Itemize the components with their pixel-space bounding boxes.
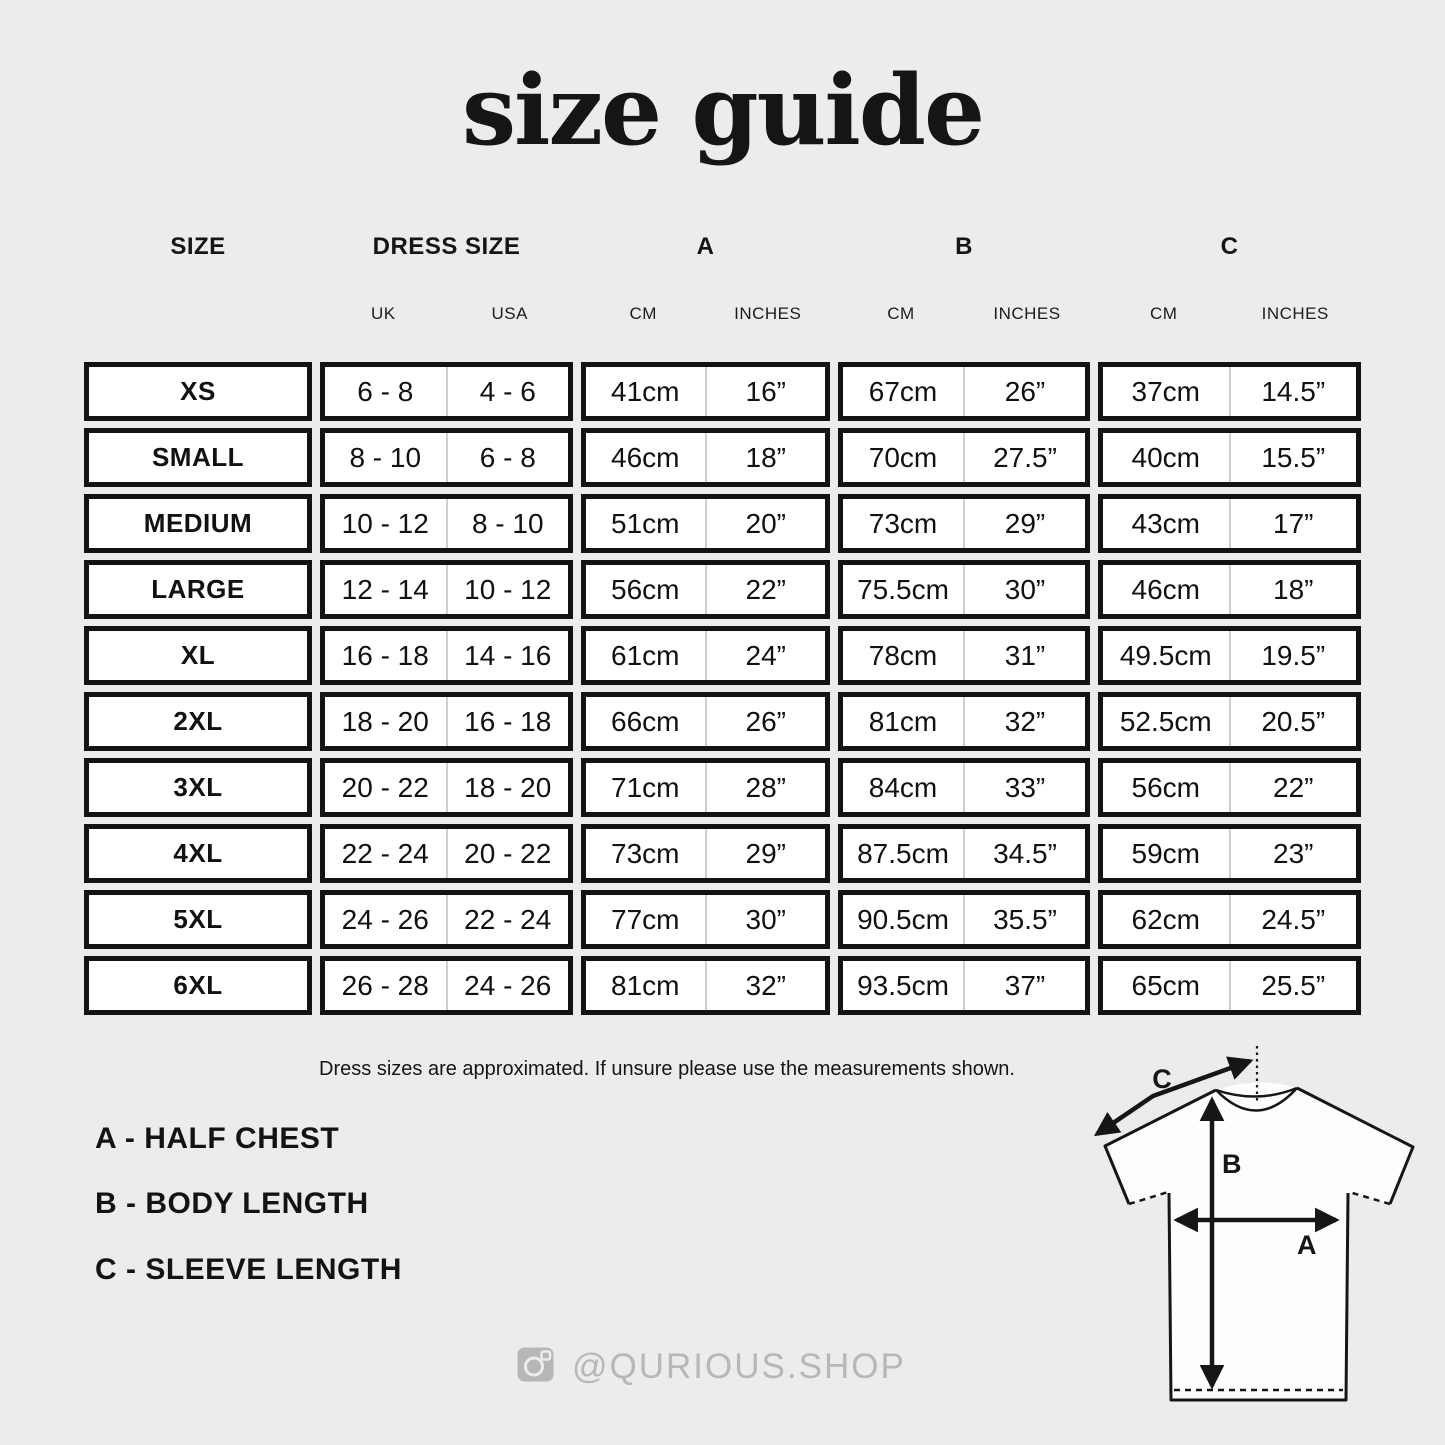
subheader-c-inches: INCHES (1261, 304, 1329, 323)
usa-value: 24 - 26 (446, 961, 569, 1010)
dress-size-cell (320, 626, 573, 685)
b-inches-value: 33” (963, 763, 1085, 812)
b-cm-value: 73cm (868, 507, 938, 539)
a-cm-value: 51cm (611, 507, 680, 539)
subheader-b-cm: CM (887, 304, 915, 323)
c-measure-cell (1098, 560, 1361, 619)
a-measure-cell (581, 758, 830, 817)
c-inches-value: 22” (1229, 763, 1357, 812)
dress-size-cell (320, 362, 573, 421)
size-cell: XL (84, 626, 312, 685)
instagram-icon (516, 1346, 555, 1388)
table-row-4xl (84, 824, 1361, 883)
usa-value: 16 - 18 (446, 697, 569, 746)
b-cm-value: 75.5cm (857, 573, 949, 605)
header-b: B (955, 233, 973, 260)
c-measure-cell (1098, 692, 1361, 751)
b-cm-value: 87.5cm (857, 837, 949, 869)
table-row-xs (84, 362, 1361, 421)
instagram-handle: @QURIOUS.SHOP (572, 1347, 906, 1386)
c-cm-value: 59cm (1131, 837, 1200, 869)
a-cm-value: 56cm (611, 573, 680, 605)
size-table (84, 362, 1361, 1022)
dress-size-cell (320, 692, 573, 751)
b-measure-cell (838, 824, 1090, 883)
table-row-5xl (84, 890, 1361, 949)
dress-size-cell (320, 824, 573, 883)
diagram-label-c: C (1152, 1064, 1172, 1094)
size-cell: XS (84, 362, 312, 421)
b-inches-value: 31” (963, 631, 1085, 680)
subheader-a (581, 304, 830, 324)
uk-value: 6 - 8 (357, 375, 414, 407)
a-measure-cell (581, 692, 830, 751)
c-measure-cell (1098, 890, 1361, 949)
subheader-uk: UK (370, 304, 396, 323)
a-measure-cell (581, 890, 830, 949)
c-cm-value: 56cm (1131, 771, 1200, 803)
c-measure-cell (1098, 956, 1361, 1015)
b-inches-value: 37” (963, 961, 1085, 1010)
c-inches-value: 18” (1229, 565, 1357, 614)
size-cell: 5XL (84, 890, 312, 949)
b-cm-value: 84cm (868, 771, 938, 803)
c-measure-cell (1098, 362, 1361, 421)
b-measure-cell (838, 362, 1090, 421)
a-inches-value: 24” (705, 631, 826, 680)
b-inches-value: 29” (963, 499, 1085, 548)
a-inches-value: 32” (705, 961, 826, 1010)
uk-value: 20 - 22 (341, 771, 429, 803)
c-measure-cell (1098, 626, 1361, 685)
tshirt-measurement-diagram (1050, 1030, 1445, 1445)
c-inches-value: 19.5” (1229, 631, 1357, 680)
a-cm-value: 46cm (611, 441, 680, 473)
b-measure-cell (838, 890, 1090, 949)
uk-value: 12 - 14 (341, 573, 429, 605)
dress-size-cell (320, 494, 573, 553)
subheader-c (1098, 304, 1361, 324)
a-inches-value: 22” (705, 565, 826, 614)
dress-size-cell (320, 956, 573, 1015)
b-inches-value: 30” (963, 565, 1085, 614)
b-cm-value: 93.5cm (857, 969, 949, 1001)
subheader-spacer (84, 304, 312, 324)
uk-value: 16 - 18 (341, 639, 429, 671)
subheader-a-cm: CM (629, 304, 657, 323)
c-cm-value: 40cm (1131, 441, 1200, 473)
size-cell: 6XL (84, 956, 312, 1015)
a-cm-value: 81cm (611, 969, 680, 1001)
header-dress-size: DRESS SIZE (372, 233, 521, 260)
a-measure-cell (581, 362, 830, 421)
b-measure-cell (838, 560, 1090, 619)
b-cm-value: 90.5cm (857, 903, 949, 935)
size-cell: 3XL (84, 758, 312, 817)
a-cm-value: 41cm (611, 375, 680, 407)
a-inches-value: 30” (705, 895, 826, 944)
b-measure-cell (838, 692, 1090, 751)
uk-value: 26 - 28 (341, 969, 429, 1001)
c-cm-value: 65cm (1131, 969, 1200, 1001)
header-c: C (1220, 233, 1239, 260)
c-measure-cell (1098, 428, 1361, 487)
c-cm-value: 43cm (1131, 507, 1200, 539)
b-inches-value: 27.5” (963, 433, 1085, 482)
c-measure-cell (1098, 758, 1361, 817)
legend-half-chest: A - HALF CHEST (95, 1122, 340, 1155)
b-cm-value: 70cm (868, 441, 938, 473)
usa-value: 20 - 22 (446, 829, 569, 878)
page-title: size guide (461, 54, 984, 167)
b-inches-value: 26” (963, 367, 1085, 416)
table-row-medium (84, 494, 1361, 553)
c-inches-value: 17” (1229, 499, 1357, 548)
disclaimer-text: Dress sizes are approximated. If unsure please use the measurements shown. (319, 1058, 1015, 1080)
a-measure-cell (581, 494, 830, 553)
c-measure-cell (1098, 824, 1361, 883)
a-cm-value: 66cm (611, 705, 680, 737)
b-measure-cell (838, 626, 1090, 685)
uk-value: 10 - 12 (341, 507, 429, 539)
a-inches-value: 29” (705, 829, 826, 878)
subheader-a-inches: INCHES (734, 304, 802, 323)
c-measure-cell (1098, 494, 1361, 553)
subheader-b (838, 304, 1090, 324)
a-measure-cell (581, 956, 830, 1015)
usa-value: 18 - 20 (446, 763, 569, 812)
a-inches-value: 28” (705, 763, 826, 812)
size-cell: MEDIUM (84, 494, 312, 553)
table-row-6xl (84, 956, 1361, 1015)
dress-size-cell (320, 428, 573, 487)
c-inches-value: 14.5” (1229, 367, 1357, 416)
a-cm-value: 73cm (611, 837, 680, 869)
c-cm-value: 49.5cm (1119, 639, 1212, 671)
a-inches-value: 20” (705, 499, 826, 548)
usa-value: 22 - 24 (446, 895, 569, 944)
header-size: SIZE (170, 233, 226, 260)
b-cm-value: 78cm (868, 639, 938, 671)
header-a: A (696, 233, 715, 260)
b-measure-cell (838, 758, 1090, 817)
c-inches-value: 20.5” (1229, 697, 1357, 746)
table-sub-headers (84, 304, 1361, 324)
table-column-headers (84, 233, 1361, 261)
subheader-c-cm: CM (1150, 304, 1178, 323)
a-measure-cell (581, 428, 830, 487)
c-cm-value: 37cm (1131, 375, 1200, 407)
a-inches-value: 16” (705, 367, 826, 416)
uk-value: 22 - 24 (341, 837, 429, 869)
tshirt-diagram-svg (1050, 1030, 1445, 1445)
table-row-large (84, 560, 1361, 619)
c-cm-value: 62cm (1131, 903, 1200, 935)
usa-value: 8 - 10 (446, 499, 569, 548)
subheader-usa: USA (491, 304, 528, 323)
b-measure-cell (838, 494, 1090, 553)
dress-size-cell (320, 758, 573, 817)
table-row-2xl (84, 692, 1361, 751)
legend-sleeve-length: C - SLEEVE LENGTH (95, 1253, 402, 1286)
a-measure-cell (581, 626, 830, 685)
b-measure-cell (838, 428, 1090, 487)
subheader-dress-size (320, 304, 573, 324)
uk-value: 24 - 26 (341, 903, 429, 935)
dress-size-cell (320, 890, 573, 949)
b-inches-value: 34.5” (963, 829, 1085, 878)
tshirt-body (1105, 1082, 1413, 1400)
c-inches-value: 23” (1229, 829, 1357, 878)
b-inches-value: 35.5” (963, 895, 1085, 944)
a-inches-value: 18” (705, 433, 826, 482)
size-cell: LARGE (84, 560, 312, 619)
a-cm-value: 77cm (611, 903, 680, 935)
b-measure-cell (838, 956, 1090, 1015)
c-cm-value: 52.5cm (1119, 705, 1212, 737)
table-row-xl (84, 626, 1361, 685)
size-cell: 4XL (84, 824, 312, 883)
c-inches-value: 24.5” (1229, 895, 1357, 944)
size-cell: SMALL (84, 428, 312, 487)
c-inches-value: 25.5” (1229, 961, 1357, 1010)
subheader-b-inches: INCHES (993, 304, 1061, 323)
usa-value: 6 - 8 (446, 433, 569, 482)
b-cm-value: 81cm (868, 705, 938, 737)
social-row (516, 1346, 906, 1388)
usa-value: 14 - 16 (446, 631, 569, 680)
b-inches-value: 32” (963, 697, 1085, 746)
a-inches-value: 26” (705, 697, 826, 746)
diagram-label-a: A (1297, 1230, 1317, 1260)
table-row-small (84, 428, 1361, 487)
uk-value: 8 - 10 (349, 441, 422, 473)
a-measure-cell (581, 824, 830, 883)
c-cm-value: 46cm (1131, 573, 1200, 605)
diagram-label-b: B (1222, 1149, 1242, 1179)
table-row-3xl (84, 758, 1361, 817)
usa-value: 4 - 6 (446, 367, 569, 416)
a-cm-value: 71cm (611, 771, 680, 803)
size-cell: 2XL (84, 692, 312, 751)
c-inches-value: 15.5” (1229, 433, 1357, 482)
usa-value: 10 - 12 (446, 565, 569, 614)
legend-body-length: B - BODY LENGTH (95, 1187, 369, 1220)
a-measure-cell (581, 560, 830, 619)
b-cm-value: 67cm (868, 375, 938, 407)
uk-value: 18 - 20 (341, 705, 429, 737)
a-cm-value: 61cm (611, 639, 680, 671)
dress-size-cell (320, 560, 573, 619)
